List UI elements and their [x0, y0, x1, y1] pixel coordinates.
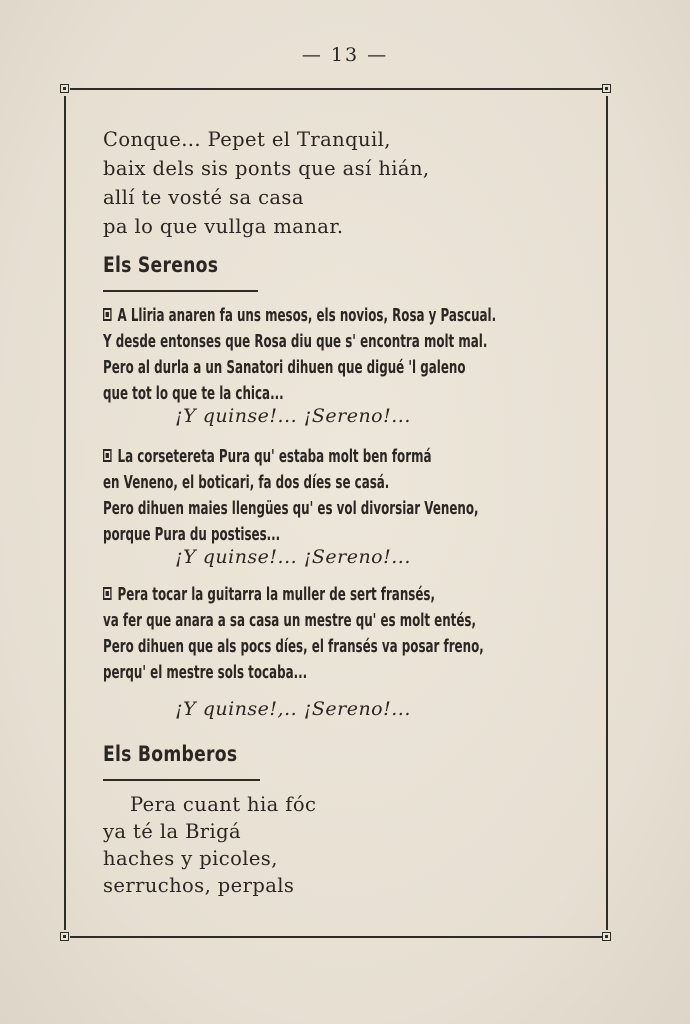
verse-line: baix dels sis ponts que así hián,	[103, 157, 430, 180]
section-heading-bomberos: Els Bomberos	[103, 742, 238, 766]
stanza-line: perqu' el mestre sols tocaba...	[103, 662, 308, 683]
bullet-square-icon	[103, 449, 112, 462]
stanza-line: en Veneno, el boticari, fa dos díes se casá.	[103, 472, 390, 493]
frame-right-rule	[606, 96, 608, 930]
verse-line: Conque... Pepet el Tranquil,	[103, 128, 391, 151]
stanza-line: Pero dihuen que als pocs díes, el fransés va posar freno,	[103, 636, 484, 657]
frame-corner-ornament-icon	[60, 84, 69, 93]
frame-top-rule	[70, 88, 608, 90]
stanza-line: Pero al durla a un Sanatori dihuen que digué 'l galeno	[103, 357, 466, 378]
verse-line: Pera cuant hia fóc	[130, 793, 317, 816]
heading-underline	[103, 290, 258, 292]
frame-corner-ornament-icon	[602, 932, 611, 941]
bomberos-verse	[103, 791, 316, 899]
bullet-square-icon	[103, 587, 112, 600]
stanza-line: Pero dihuen maies llengües qu' es vol divorsiar Veneno,	[103, 498, 479, 519]
stanza-line: va fer que anara a sa casa un mestre qu' es molt entés,	[103, 610, 476, 631]
frame-corner-ornament-icon	[60, 932, 69, 941]
refrain: ¡Y quinse!... ¡Sereno!...	[175, 405, 411, 427]
stanza-line: Pera tocar la guitarra la muller de sert fransés,	[103, 584, 435, 606]
intro-verse	[103, 125, 430, 241]
verse-line: haches y picoles,	[103, 847, 278, 870]
heading-underline	[103, 779, 260, 781]
stanza-line: La corsetereta Pura qu' estaba molt ben formá	[103, 446, 431, 468]
stanza-line: Y desde entonses que Rosa diu que s' encontra molt mal.	[103, 331, 488, 352]
stanza-line: porque Pura du postises...	[103, 524, 281, 545]
refrain: ¡Y quinse!,.. ¡Sereno!...	[175, 698, 411, 720]
page-number: — 13 —	[301, 44, 389, 66]
bullet-square-icon	[103, 308, 112, 321]
refrain: ¡Y quinse!... ¡Sereno!...	[175, 546, 411, 568]
frame-bottom-rule	[70, 936, 608, 938]
frame-corner-ornament-icon	[602, 84, 611, 93]
frame-left-rule	[64, 96, 66, 930]
verse-line: allí te vosté sa casa	[103, 186, 304, 209]
verse-line: pa lo que vullga manar.	[103, 215, 344, 238]
verse-line: serruchos, perpals	[103, 874, 295, 897]
stanza-line: A Lliria anaren fa uns mesos, els novios, Rosa y Pascual.	[103, 305, 496, 327]
verse-line: ya té la Brigá	[103, 820, 242, 843]
stanza-line: que tot lo que te la chica...	[103, 383, 284, 404]
section-heading-serenos: Els Serenos	[103, 253, 219, 277]
